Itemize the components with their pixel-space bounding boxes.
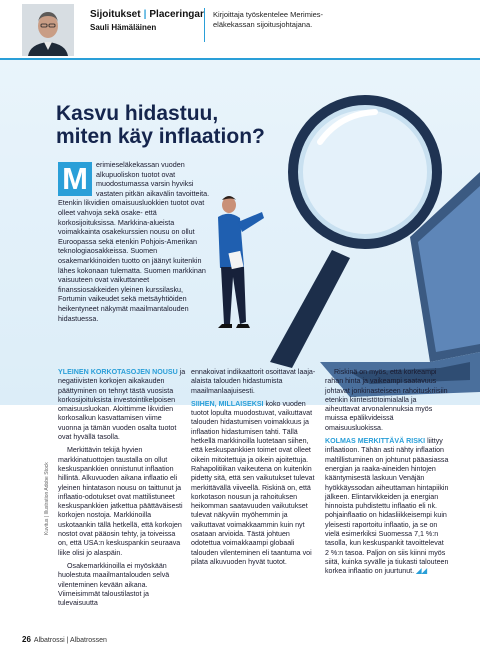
image-credit: Kuvitus | Illustration Adobe Stock <box>44 462 50 535</box>
paragraph <box>325 437 449 576</box>
section-label: Sijoitukset <box>90 9 141 20</box>
author-bio: Kirjoittaja työskentelee Merimies-eläkekassan sijoitusjohtajana. <box>213 10 324 29</box>
page-footer <box>22 635 107 644</box>
paragraph <box>58 368 186 442</box>
author-portrait <box>22 4 74 56</box>
paragraph: Riskinä on myös, että korkeampi rahan hinta ja vaikeampi saatavuus johtavat jonkinasteiseen rahoituskriisiin etenkin kiinteistötoimialalla ja aiheuttavat arvonalennuksia myös muissa epälikvideissä omaisuusluokissa. <box>325 368 448 432</box>
keyword-lead: KOLMAS MERKITTÄVÄ RISKI <box>325 437 426 446</box>
drop-cap: M <box>58 162 92 196</box>
paragraph: ennakoivat indikaattorit osoittavat laaja-alaista talouden hidastumista maailmanlaajuisesti. <box>191 368 316 395</box>
keyword-lead: SIIHEN, MILLAISEKSI <box>191 399 264 408</box>
section-separator: | <box>143 9 147 20</box>
keyword-lead: YLEINEN KORKOTASOJEN NOUSU <box>58 368 178 376</box>
lead-paragraph <box>58 160 210 323</box>
magazine-name-fi: Albatrossi <box>33 637 65 644</box>
page-number: 26 <box>22 635 31 644</box>
body-column-3 <box>325 368 449 581</box>
paragraph-text: ja negatiivisten korkojen aikakauden päättyminen on tehnyt tästä vuosista korkosijoituksista investointikelpoisen omaisuusluokan. Aloittimme likvidien korkosalkun kasvattamisen viime vuonna ja tämän vuoden osalta tuotot ovat hyvällä tasolla. <box>58 368 186 442</box>
paragraph <box>191 400 319 567</box>
body-column-2 <box>191 368 319 571</box>
paragraph: Merkittävin tekijä hyvien markkinatuottojen taustalla on ollut keskuspankkien onnistunut inflaation hillintä. Alkuvuoden aikana inflaatio eli yleinen hintatason nousu on taittunut ja inflaatio-odotukset ovat mattilistuneet keskuspankkien jatkettua päättäväisesti korkojen nostoja. Markkinoilla uskotaankin tällä hetkellä, että korkojen nostot ovat pääosin tehty, ja toiveissa on, että USA:n keskuspankin seuraava liike olisi jo alaspäin. <box>58 446 183 557</box>
page-header <box>0 0 480 58</box>
lead-text: erimieseläkekassan vuoden alkupuoliskon tuotot ovat muodostumassa varsin hyviksi vastaten pitkän aikavälin tavoitteita. Etenkin likvidien omaisuusluokkien tuotot ovat olleet vahvoja sekä osake- että korkosijoituksissa. Markkina-alueista voimakkainta osakekurssien nousu on ollut Euroopassa sekä etenkin Pohjois-Amerikan teknologiaosakkeissa. Suomen osakemarkkinoiden tuotto on jäänyt kuitenkin lähes kokonaan tulematta. Suomen markkinan vaisuuteen ovat vaikuttaneet finanssiosakkeiden yleinen kurssilasku, Fortumin vaikeudet sekä metsäyhtiöiden heikentyneet näkymät maailmantalouden hidastuessa. <box>58 160 210 323</box>
end-mark: ◢◢ <box>416 567 428 576</box>
section-title <box>90 9 204 20</box>
paragraph-text: koko vuoden tuotot lopulta muodostuvat, vaikuttavat talouden hidastumisen voimakkuus ja inflaation hidastumisen tahti. Tällä hetkellä markkinoilla luotetaan siihen, että keskuspankkien toimet ovat olleet oikein mitoitettuja ja oikein ajoitettuja. Rahapolitiikan vaikeutena on kuitenkin pidetty sitä, että sen vaikutukset tulevat merkittävällä viiveellä. Riskinä on, että korkotason nousun ja rahoituksen heikomman saatavuuden vaikutukset tulevat näkyviin myöhemmin ja vaikuttavat voimakkaammin kuin nyt osataan arvioida. Tästä johtuen odotettua voimakkaampi globaali talouden vilenteminen eli taantuma voi pilata alkuvuoden hyvät tuotot. <box>191 399 315 566</box>
author-name: Sauli Hämäläinen <box>90 23 157 32</box>
header-divider <box>204 8 205 42</box>
article-headline <box>56 102 296 148</box>
headline-line-2: miten käy inflaation? <box>56 125 265 148</box>
footer-separator: | <box>66 637 69 644</box>
headline-line-1: Kasvu hidastuu, <box>56 102 219 125</box>
body-column-1 <box>58 368 186 612</box>
paragraph: Osakemarkkinoilla ei myöskään huolestuta maailmantalouden selvä vilenteminen kevään aikana. Viimeisimmät taloustilastot ja tulevaisuutta <box>58 561 170 608</box>
column-label: Placeringar <box>149 9 204 20</box>
magazine-name-sv: Albatrossen <box>69 637 107 644</box>
paragraph-text: liittyy inflaatioon. Tähän asti nähty inflaation maltillistuminen on johtunut pääasiassa energian ja raaka-aineiden hintojen kääntymisestä laskuun Venäjän hyökkäyssodan aiheuttaman hintapiikin jälkeen. Elintarvikkeiden ja energian hinnoista puhdistettu inflaatio eli nk. pohjainflaatio on hidasliikkeisempi kuin yleisesti raportoitu inflaatio, ja se on vielä esimerkiksi Suomessa 7,1 %:n tasolla, kun keskuspankit tavoittelevat 2 %:n tasoa. Paljon on siis kiinni myös siitä, kuinka syvälle ja tiukasti talouteen korkea inflaatio on juurtunut. <box>325 437 449 576</box>
